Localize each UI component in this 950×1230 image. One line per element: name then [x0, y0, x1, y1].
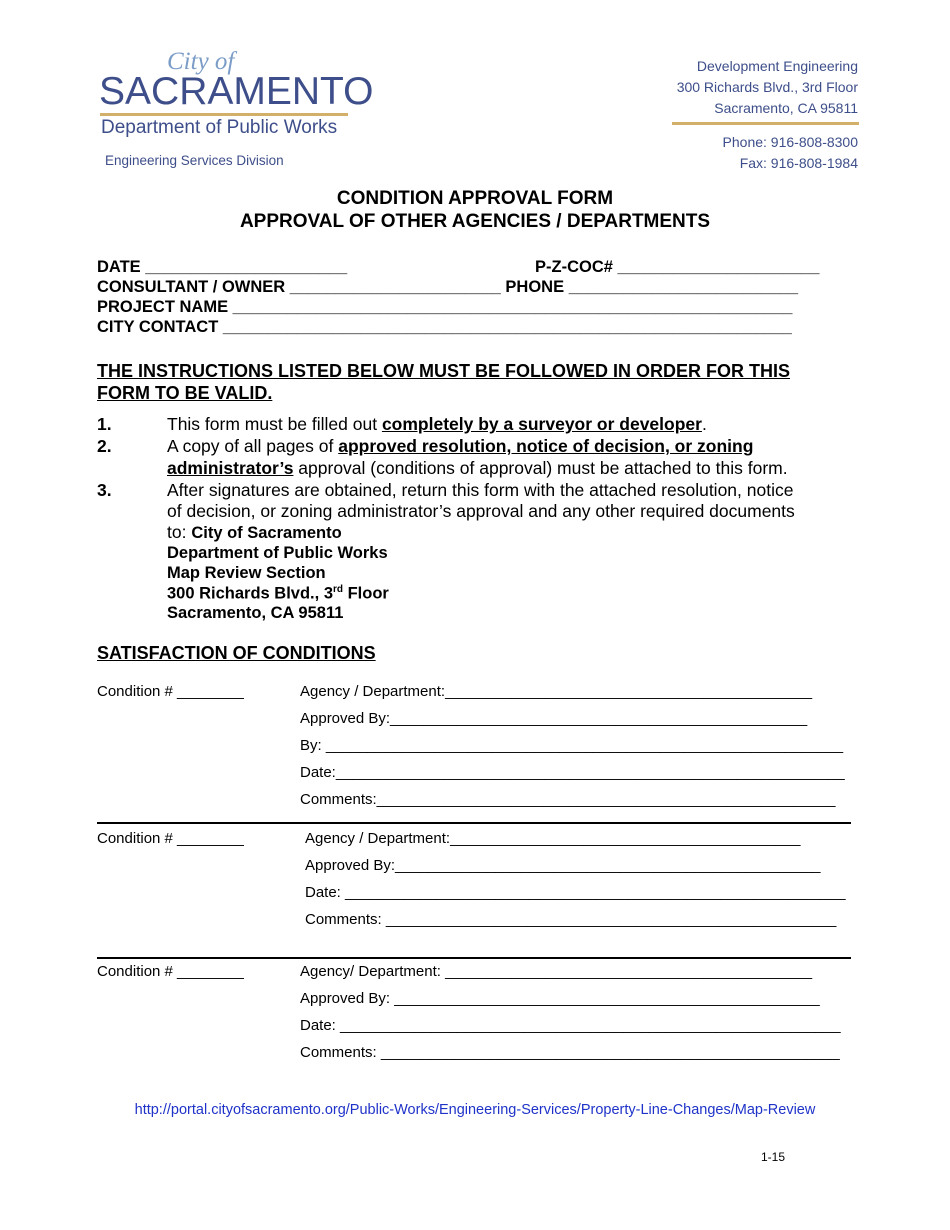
- address-section: Map Review Section: [167, 564, 326, 582]
- consultant-phone-field[interactable]: CONSULTANT / OWNER _______________________ PHONE _________________________: [97, 278, 799, 296]
- comments-field[interactable]: Comments: ______________________________________________________: [305, 911, 837, 928]
- address-department: Department of Public Works: [167, 544, 388, 562]
- logo-divider: [100, 113, 348, 116]
- logo-sacramento: SACRAMENTO: [99, 70, 374, 113]
- instruction-3-line3: to: City of Sacramento: [167, 522, 342, 542]
- condition-number-field[interactable]: Condition # ________: [97, 830, 244, 847]
- office-phone: Phone: 916-808-8300: [722, 134, 858, 150]
- instruction-2-line2: administrator’s approval (conditions of approval) must be attached to this form.: [167, 458, 788, 478]
- instruction-3-line1: After signatures are obtained, return this form with the attached resolution, notice: [167, 480, 794, 500]
- instruction-2-line1: A copy of all pages of approved resolution, notice of decision, or zoning: [167, 436, 754, 456]
- date-field[interactable]: Date:_____________________________________________________________: [300, 764, 845, 781]
- project-name-field[interactable]: PROJECT NAME _____________________________________________________________: [97, 298, 793, 316]
- agency-field[interactable]: Agency/ Department: ____________________________________________: [300, 963, 813, 980]
- approved-by-field[interactable]: Approved By:__________________________________________________: [300, 710, 808, 727]
- comments-field[interactable]: Comments:_______________________________________________________: [300, 791, 836, 808]
- condition-number-field[interactable]: Condition # ________: [97, 963, 244, 980]
- date-field[interactable]: DATE ______________________: [97, 258, 348, 276]
- office-name: Development Engineering: [696, 58, 858, 74]
- logo-department: Department of Public Works: [101, 117, 338, 138]
- address-street: 300 Richards Blvd., 3rd Floor: [167, 584, 389, 603]
- approved-by-field[interactable]: Approved By: ___________________________________________________: [300, 990, 820, 1007]
- by-field[interactable]: By: ______________________________________________________________: [300, 737, 844, 754]
- approved-by-field[interactable]: Approved By:___________________________________________________: [305, 857, 821, 874]
- pzcoc-field[interactable]: P-Z-COC# ______________________: [535, 258, 820, 276]
- section-divider: [97, 822, 851, 824]
- office-street: 300 Richards Blvd., 3rd Floor: [676, 79, 858, 95]
- division-name: Engineering Services Division: [105, 153, 284, 168]
- instruction-number: 2.: [97, 436, 112, 456]
- comments-field[interactable]: Comments: _______________________________________________________: [300, 1044, 840, 1061]
- portal-link[interactable]: http://portal.cityofsacramento.org/Public-Works/Engineering-Services/Property-Line-Changes/Map-Review: [134, 1102, 816, 1118]
- form-title: CONDITION APPROVAL FORM: [336, 188, 614, 209]
- date-field[interactable]: Date: ____________________________________________________________: [300, 1017, 841, 1034]
- logo-city-of: City of: [167, 48, 235, 75]
- section-divider: [97, 957, 851, 959]
- condition-number-field[interactable]: Condition # ________: [97, 683, 244, 700]
- satisfaction-heading: SATISFACTION OF CONDITIONS: [97, 643, 376, 663]
- page-number: 1-15: [761, 1150, 786, 1164]
- instructions-heading-cont: FORM TO BE VALID.: [97, 383, 273, 403]
- instruction-number: 3.: [97, 480, 112, 500]
- agency-field[interactable]: Agency / Department:__________________________________________: [305, 830, 801, 847]
- instruction-1: This form must be filled out completely by a surveyor or developer.: [167, 414, 707, 434]
- header-divider: [672, 122, 859, 125]
- office-city: Sacramento, CA 95811: [714, 100, 858, 116]
- instruction-number: 1.: [97, 414, 112, 434]
- instruction-3-line2: of decision, or zoning administrator’s approval and any other required documents: [167, 501, 795, 521]
- instructions-heading: THE INSTRUCTIONS LISTED BELOW MUST BE FOLLOWED IN ORDER FOR THIS: [97, 361, 790, 381]
- form-subtitle: APPROVAL OF OTHER AGENCIES / DEPARTMENTS: [239, 211, 711, 232]
- address-city: Sacramento, CA 95811: [167, 604, 344, 622]
- office-fax: Fax: 916-808-1984: [739, 155, 858, 171]
- city-contact-field[interactable]: CITY CONTACT ______________________________________________________________: [97, 318, 792, 336]
- agency-field[interactable]: Agency / Department:____________________________________________: [300, 683, 813, 700]
- date-field[interactable]: Date: ____________________________________________________________: [305, 884, 846, 901]
